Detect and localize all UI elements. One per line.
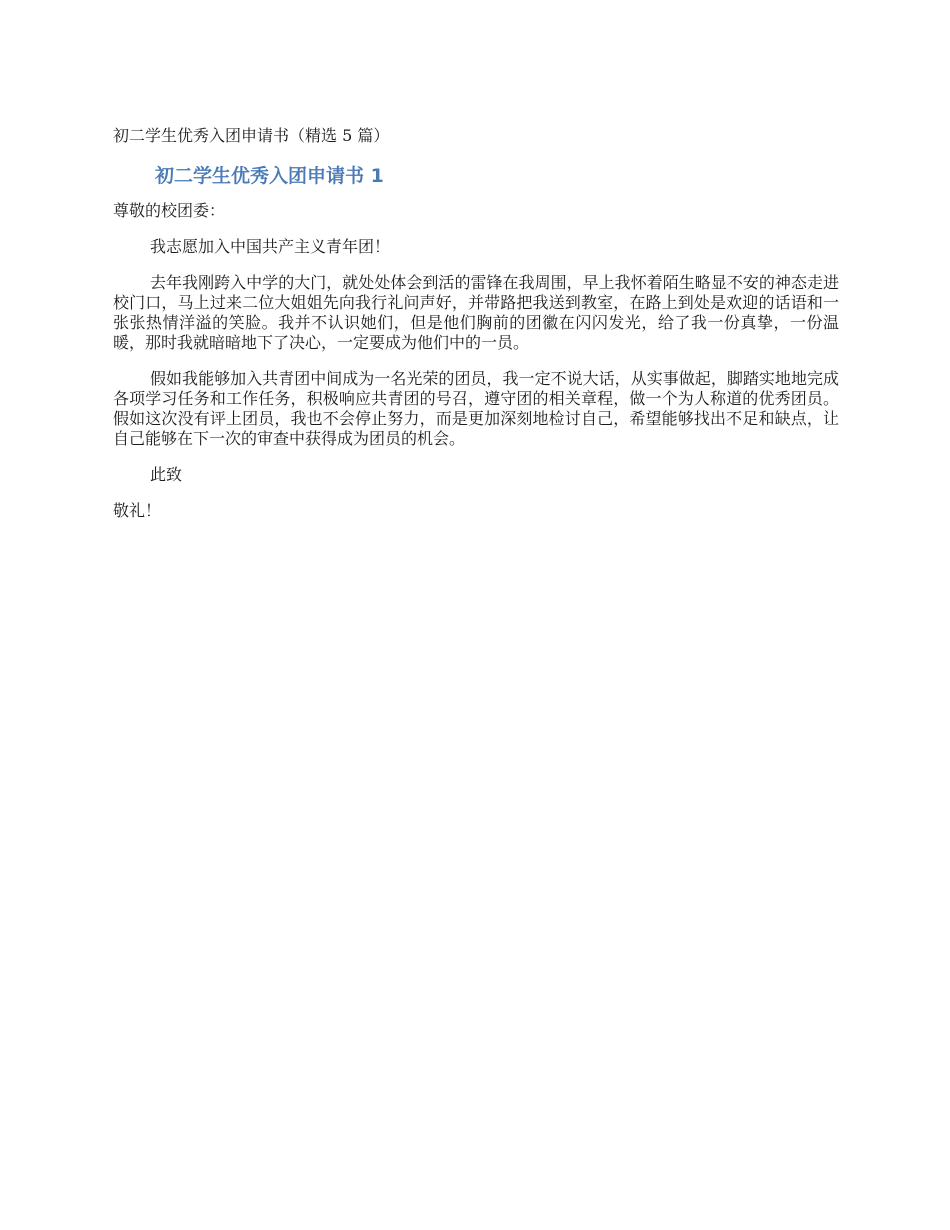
document-title: 初二学生优秀入团申请书（精选 5 篇）	[113, 126, 390, 145]
salutation: 尊敬的校团委：	[113, 201, 226, 220]
paragraph-1: 我志愿加入中国共产主义青年团！	[150, 237, 391, 256]
closing-line-2: 敬礼！	[113, 501, 162, 520]
paragraph-3: 假如我能够加入共青团中间成为一名光荣的团员，我一定不说大话，从实事做起，脚踏实地地完成各项学习任务和工作任务，积极响应共青团的号召，遵守团的相关章程，做一个为人称道的优秀团员。假如这次没有评上团员，我也不会停止努力，而是更加深刻地检讨自己，希望能够找出不足和缺点，让自己能够在下一次的审查中获得成为团员的机会。	[113, 369, 839, 448]
section-heading: 初二学生优秀入团申请书 1	[155, 165, 384, 187]
paragraph-2: 去年我刚跨入中学的大门，就处处体会到活的雷锋在我周围，早上我怀着陌生略显不安的神态走进校门口，马上过来二位大姐姐先向我行礼问声好，并带路把我送到教室，在路上到处是欢迎的话语和一张张热情洋溢的笑脸。我并不认识她们，但是他们胸前的团徽在闪闪发光，给了我一份真挚，一份温暖，那时我就暗暗地下了决心，一定要成为他们中的一员。	[113, 273, 839, 352]
document-body	[113, 126, 839, 521]
closing-line-1: 此致	[150, 465, 183, 484]
